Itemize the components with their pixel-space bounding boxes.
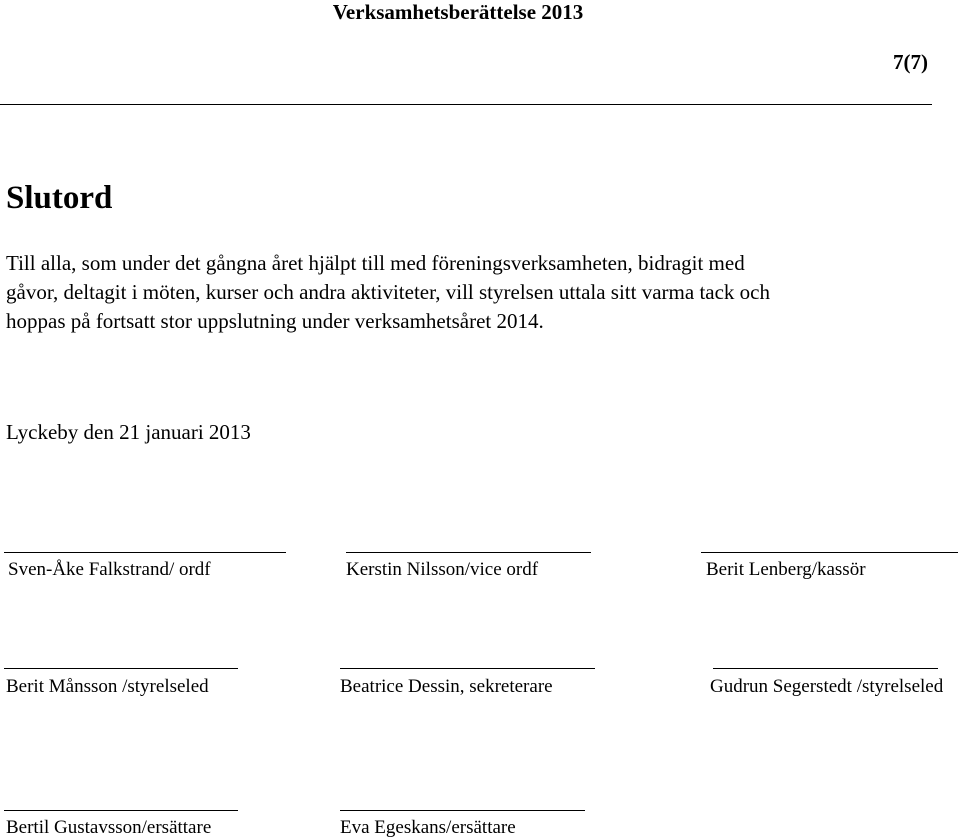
signatory-name: Kerstin Nilsson/vice ordf [346, 559, 539, 580]
signature-line [4, 810, 238, 811]
page-number: 7(7) [893, 50, 928, 74]
paragraph-line: Till alla, som under det gångna året hjälpt till med föreningsverksamheten, bidragit med [6, 251, 745, 275]
section-heading: Slutord [6, 180, 113, 216]
signature-line [713, 668, 938, 669]
signatory-name: Gudrun Segerstedt /styrelseled [710, 676, 944, 697]
signatory-name: Eva Egeskans/ersättare [340, 817, 516, 838]
signature-line [340, 810, 585, 811]
document-header-title: Verksamhetsberättelse 2013 [332, 0, 584, 24]
signatory-name: Sven-Åke Falkstrand/ ordf [8, 559, 211, 580]
signatory-name: Bertil Gustavsson/ersättare [6, 817, 212, 838]
paragraph-line: gåvor, deltagit i möten, kurser och andra aktiviteter, vill styrelsen uttala sitt varma tack och [6, 280, 770, 304]
signatory-name: Berit Lenberg/kassör [706, 559, 866, 580]
signature-line [4, 668, 238, 669]
signature-line [4, 552, 286, 553]
signature-line [340, 668, 595, 669]
signature-line [701, 552, 958, 553]
header-divider [0, 104, 932, 105]
closing-paragraph [6, 249, 946, 336]
place-and-date: Lyckeby den 21 januari 2013 [6, 420, 251, 444]
paragraph-line: hoppas på fortsatt stor uppslutning under verksamhetsåret 2014. [6, 309, 544, 333]
signatory-name: Berit Månsson /styrelseled [6, 676, 209, 697]
signatory-name: Beatrice Dessin, sekreterare [340, 676, 553, 697]
signature-line [346, 552, 591, 553]
